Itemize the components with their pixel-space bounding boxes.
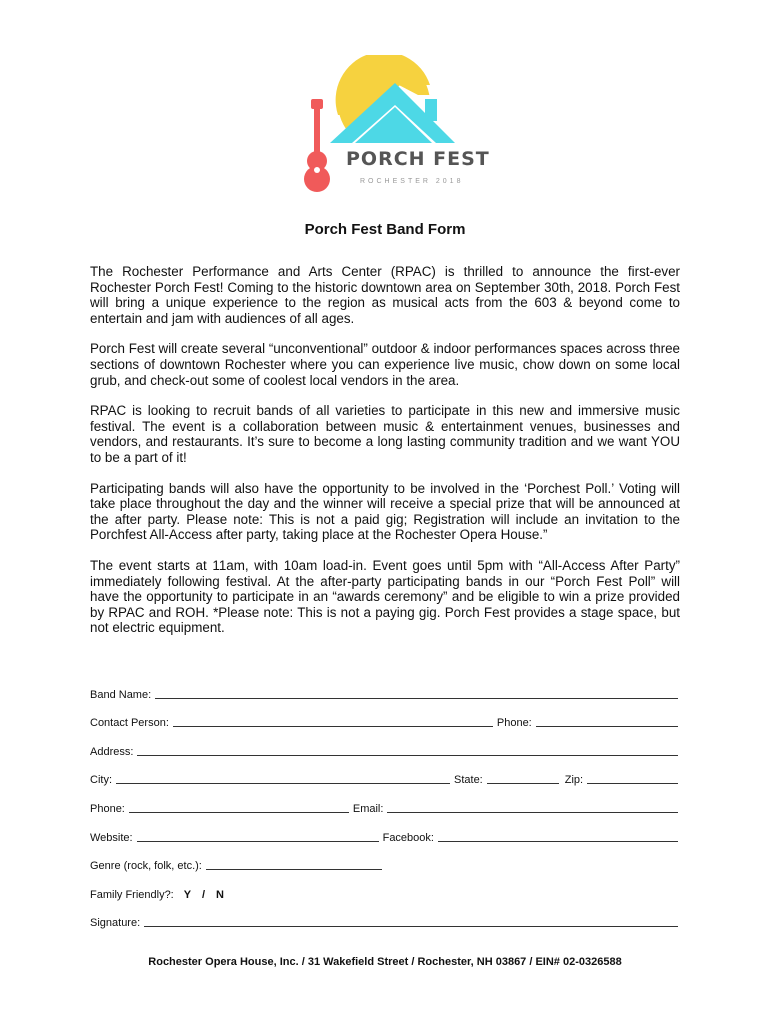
facebook-field[interactable] [438, 840, 678, 842]
family-friendly-row [90, 872, 678, 901]
address-label: Address: [90, 745, 134, 758]
porch-fest-logo [300, 55, 470, 195]
family-friendly-label: Family Friendly?: [90, 888, 174, 901]
genre-row [90, 844, 678, 873]
state-field[interactable] [487, 782, 559, 784]
contact-row [90, 701, 678, 730]
intro-text [90, 264, 680, 651]
state-label: State: [454, 774, 483, 787]
genre-label: Genre (rock, folk, etc.): [90, 860, 202, 873]
facebook-label: Facebook: [382, 831, 434, 844]
logo-subtitle: ROCHESTER 2018 [360, 178, 464, 185]
city-label: City: [90, 774, 112, 787]
contact-person-label: Contact Person: [90, 717, 169, 730]
band-name-field[interactable] [155, 697, 678, 699]
phone-email-row [90, 786, 678, 815]
website-row [90, 815, 678, 844]
website-label: Website: [90, 831, 133, 844]
guitar-icon [304, 99, 330, 192]
family-friendly-options[interactable]: Y / N [183, 888, 225, 901]
phone-label: Phone: [496, 717, 532, 730]
paragraph: Porch Fest will create several “unconventional” outdoor & indoor performances spaces across three sections of downtown Rochester where you can experience live music, chow down on some local grub, and check-out some of coolest local vendors in the area. [90, 341, 680, 388]
page-title: Porch Fest Band Form [304, 221, 466, 238]
city-field[interactable] [116, 782, 450, 784]
paragraph: Participating bands will also have the opportunity to be involved in the ‘Porchest Poll.’ Voting will take place throughout the day and the winner will receive a special prize that will be announced at the after party. Please note: This is not a paid gig; Registration will include an invitation to the Porchfest All-Access after party, taking place at the Rochester Opera House.” [90, 480, 680, 543]
logo-wordmark: PORCH FEST [346, 148, 490, 170]
footer-address: Rochester Opera House, Inc. / 31 Wakefield Street / Rochester, NH 03867 / EIN# 02-0326588 [148, 956, 622, 968]
band-name-row [90, 672, 678, 701]
band-name-label: Band Name: [90, 688, 152, 701]
band-form [90, 672, 678, 929]
phone-field[interactable] [536, 725, 678, 727]
address-row [90, 729, 678, 758]
contact-person-field[interactable] [173, 725, 493, 727]
paragraph: The event starts at 11am, with 10am load-in. Event goes until 5pm with “All-Access After Party” immediately following festival. At the after-party participating bands in our “Porch Fest Poll” will have the opportunity to participate in an “awards ceremony” and be eligible to win a prize provided by RPAC and ROH. *Please note: This is not a paying gig. Porch Fest provides a stage space, but not electric equipment. [90, 557, 680, 636]
address-field[interactable] [137, 754, 678, 756]
phone-field[interactable] [129, 811, 349, 813]
email-label: Email: [352, 802, 384, 815]
zip-field[interactable] [587, 782, 678, 784]
website-field[interactable] [137, 840, 379, 842]
signature-label: Signature: [90, 917, 141, 930]
zip-label: Zip: [564, 774, 584, 787]
paragraph: The Rochester Performance and Arts Center (RPAC) is thrilled to announce the first-ever Rochester Porch Fest! Coming to the historic downtown area on September 30th, 2018. Porch Fest will bring a unique experience to the region as musical acts from the 603 & beyond come to entertain and jam with audiences of all ages. [90, 264, 680, 326]
signature-field[interactable] [144, 925, 678, 927]
email-field[interactable] [387, 811, 678, 813]
phone-label: Phone: [90, 802, 125, 815]
signature-row [90, 901, 678, 930]
city-row [90, 758, 678, 787]
paragraph: RPAC is looking to recruit bands of all varieties to participate in this new and immersive music festival. The event is a collaboration between music & entertainment venues, businesses and vendors, and restaurants. It’s sure to become a long lasting community tradition and we want YOU to be a part of it! [90, 403, 680, 465]
genre-field[interactable] [206, 868, 382, 870]
